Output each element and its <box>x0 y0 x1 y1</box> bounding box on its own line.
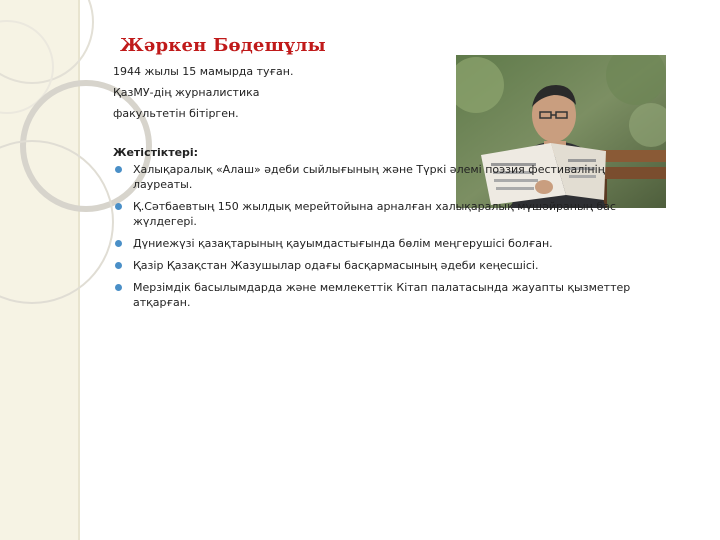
achievements-heading: Жетістіктері: <box>113 146 199 159</box>
bullet-dot-icon <box>115 166 122 173</box>
bio-line: факультетін бітірген. <box>113 107 239 120</box>
bullet-dot-icon <box>115 240 122 247</box>
bullet-dot-icon <box>115 284 122 291</box>
slide-title: Жәркен Бөдешұлы <box>120 35 326 56</box>
achievement-text: Қазір Қазақстан Жазушылар одағы басқармасының әдеби кеңесшісі. <box>133 259 539 272</box>
list-item <box>113 236 653 251</box>
bio-line: ҚазМУ-дің журналистика <box>113 86 260 99</box>
achievement-text: Мерзімдік басылымдарда және мемлекеттік Кітап палатасында жауапты қызметтер атқарған. <box>133 281 631 309</box>
list-item <box>113 280 653 310</box>
bullet-dot-icon <box>115 203 122 210</box>
list-item <box>113 162 653 192</box>
bio-line: 1944 жылы 15 мамырда туған. <box>113 65 294 78</box>
achievements-list <box>113 162 653 317</box>
list-item <box>113 199 653 229</box>
bullet-dot-icon <box>115 262 122 269</box>
achievement-text: Халықаралық «Алаш» әдеби сыйлығының және Түркі әлемі поэзия фестивалінің лауреаты. <box>133 163 605 191</box>
achievement-text: Дүниежүзі қазақтарының қауымдастығында бөлім меңгерушісі болған. <box>133 237 553 250</box>
list-item <box>113 258 653 273</box>
achievement-text: Қ.Сәтбаевтың 150 жылдық мерейтойына арналған халықаралық мүшәйраның бас жүлдегері. <box>133 200 616 228</box>
